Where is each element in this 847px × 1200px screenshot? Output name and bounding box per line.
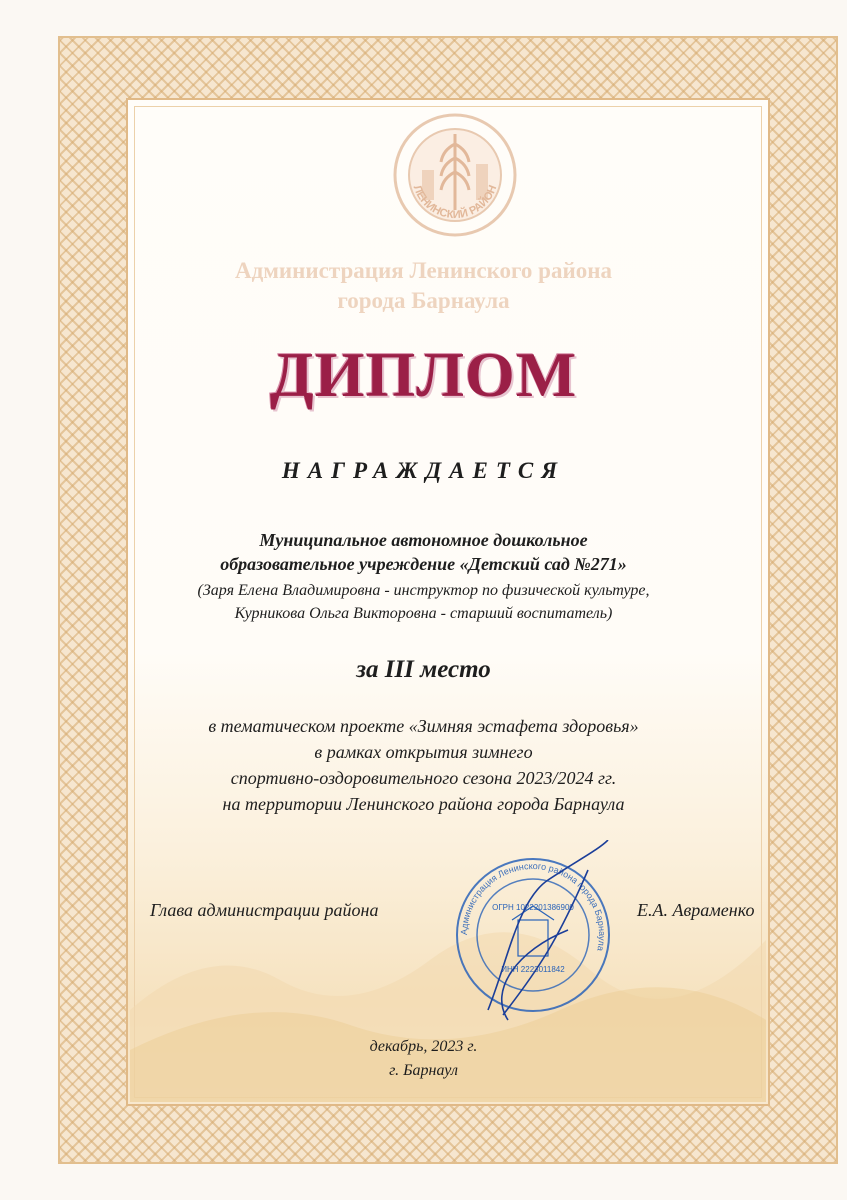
leninsky-district-emblem-icon: [392, 112, 518, 238]
emblem-ring-text: ЛЕНИНСКИЙ РАЙОН: [410, 183, 500, 222]
issue-date: декабрь, 2023 г.: [369, 1038, 478, 1055]
recipients-line-2: Курникова Ольга Викторовна - старший воспитатель): [234, 605, 613, 622]
signatory-name: Е.А. Авраменко: [637, 900, 755, 920]
description-line-3: спортивно-оздоровительного сезона 2023/2024 гг.: [230, 768, 617, 788]
recipients-line-1: (Заря Елена Владимировна - инструктор по физической культуре,: [197, 582, 650, 599]
seal-outer-text: Администрация Ленинского района города Барнаула: [458, 860, 608, 953]
organization-line-1: Муниципальное автономное дошкольное: [259, 530, 588, 550]
organization-line-2: образовательное учреждение «Детский сад №271»: [220, 554, 627, 574]
signatory-position: Глава администрации района: [150, 900, 379, 920]
official-seal-icon: [448, 840, 618, 1030]
awarded-heading: НАГРАЖДАЕТСЯ: [281, 458, 566, 483]
issuer-line-1: Администрация Ленинского района: [235, 258, 612, 283]
seal-inn: ИНН 2223011842: [501, 965, 565, 974]
issue-city: г. Барнаул: [389, 1062, 458, 1079]
description-line-1: в тематическом проекте «Зимняя эстафета здоровья»: [208, 716, 639, 736]
issuer-line-2: города Барнаула: [337, 288, 510, 313]
description-line-4: на территории Ленинского района города Барнаула: [222, 794, 625, 814]
seal-ogrn: ОГРН 1022201386900: [492, 903, 574, 912]
description-line-2: в рамках открытия зимнего: [314, 742, 533, 762]
place-text: за III место: [356, 656, 491, 683]
diploma-title: ДИПЛОМ: [269, 339, 578, 410]
